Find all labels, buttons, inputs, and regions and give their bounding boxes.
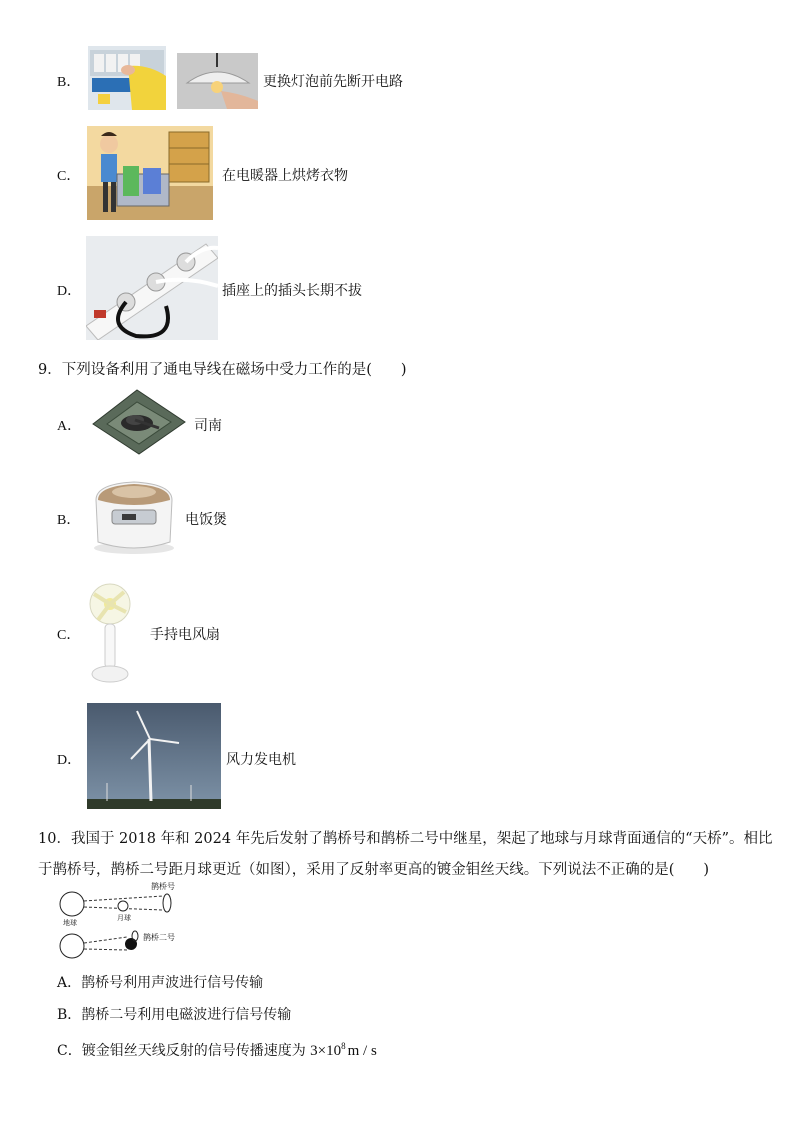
q10-option-letter-c: C．	[57, 1043, 82, 1059]
q9-option-letter-b: B．	[57, 513, 81, 528]
option-letter-c: C．	[57, 169, 81, 184]
option-letter-d: D．	[57, 284, 82, 299]
label-moon: 月球	[117, 914, 131, 922]
question-9-stem: 9．下列设备利用了通电导线在磁场中受力工作的是( )	[38, 362, 407, 378]
q10-option-text-b: 鹊桥二号利用电磁波进行信号传输	[81, 1007, 292, 1023]
q10-option-text-a: 鹊桥号利用声波进行信号传输	[81, 975, 264, 991]
q9-option-text-c: 手持电风扇	[150, 627, 220, 643]
q9-option-letter-d: D．	[57, 753, 82, 768]
label-earth: 地球	[63, 919, 77, 927]
option-text-b: 更换灯泡前先断开电路	[263, 74, 403, 90]
speed-formula	[310, 1043, 377, 1059]
switchbox-photo	[88, 46, 166, 110]
q9-option-text-a: 司南	[194, 418, 222, 434]
q9-option-letter-a: A．	[57, 419, 82, 434]
option-text-c: 在电暖器上烘烤衣物	[222, 168, 348, 184]
q10-option-b	[57, 1004, 291, 1024]
power-strip-plug-photo	[86, 236, 218, 340]
q10-option-c	[57, 1040, 377, 1060]
question-10-stem-line2: 于鹊桥号，鹊桥二号距月球更近（如图），采用了反射率更高的镀金钼丝天线。下列说法不正确的是( )	[38, 862, 710, 878]
handheld-fan-photo	[84, 582, 140, 686]
q10-option-a	[57, 972, 263, 992]
label-queqiao: 鹊桥号	[151, 882, 175, 891]
formula-exponent: 8	[341, 1041, 346, 1051]
q10-option-text-c: 镀金钼丝天线反射的信号传播速度为	[81, 1043, 306, 1059]
q9-option-text-d: 风力发电机	[226, 752, 296, 768]
formula-base: 3×10	[310, 1043, 342, 1059]
option-text-d: 插座上的插头长期不拔	[222, 283, 362, 299]
sinan-compass-photo	[85, 388, 190, 456]
formula-unit: m / s	[347, 1043, 377, 1059]
q10-option-letter-b: B．	[57, 1007, 82, 1023]
q9-option-letter-c: C．	[57, 628, 81, 643]
heater-drying-clothes-illustration	[87, 126, 213, 220]
question-10-stem-line1: 10．我国于 2018 年和 2024 年先后发射了鹊桥号和鹊桥二号中继星，架起了地球与月球背面通信的“天桥”。相比	[38, 831, 773, 847]
q9-option-text-b: 电饭煲	[185, 512, 227, 528]
rice-cooker-photo	[86, 470, 182, 558]
bulb-photo	[177, 53, 258, 109]
relay-orbit-diagram	[55, 880, 195, 964]
option-letter-b: B．	[57, 75, 81, 90]
q10-option-letter-a: A．	[57, 975, 82, 991]
label-queqiao2: 鹊桥二号	[143, 933, 175, 942]
wind-turbine-photo	[87, 703, 221, 809]
